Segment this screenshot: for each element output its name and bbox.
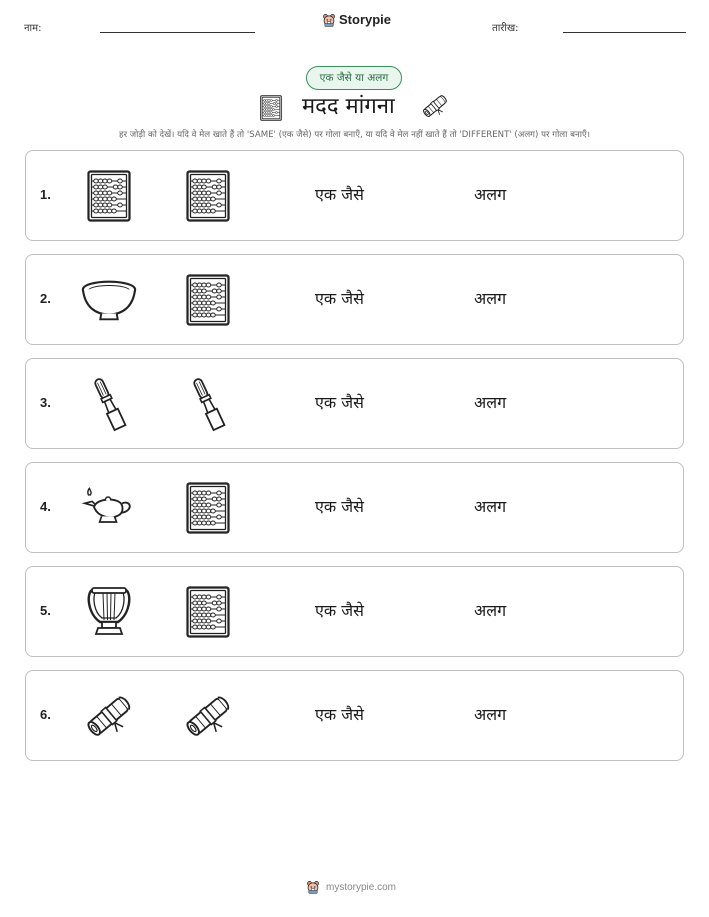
question-number: 5. <box>40 603 51 618</box>
worksheet-type-badge: एक जैसे या अलग <box>306 66 402 90</box>
question-number: 1. <box>40 187 51 202</box>
abacus-icon <box>186 586 230 638</box>
chisel-icon <box>188 374 228 434</box>
abacus-icon <box>260 94 282 122</box>
scroll-icon <box>420 90 450 122</box>
different-option[interactable]: अलग <box>474 289 507 308</box>
question-row <box>25 566 684 657</box>
brand-name: Storypie <box>339 12 392 27</box>
chisel-icon <box>89 374 129 434</box>
bowl-icon <box>80 277 138 323</box>
same-option[interactable]: एक जैसे <box>315 289 364 308</box>
abacus-icon <box>186 274 230 326</box>
question-number: 4. <box>40 499 51 514</box>
title-row <box>0 88 709 124</box>
different-option[interactable]: अलग <box>474 393 507 412</box>
abacus-icon <box>186 170 230 222</box>
bear-mascot-icon <box>322 13 336 27</box>
name-field-line[interactable] <box>100 32 255 33</box>
footer-website[interactable]: mystorypie.com <box>326 881 397 893</box>
question-row <box>25 462 684 553</box>
footer <box>306 880 396 894</box>
question-number: 6. <box>40 707 51 722</box>
name-label: नाम: <box>24 23 42 34</box>
question-row <box>25 358 684 449</box>
worksheet-header <box>0 0 709 50</box>
instructions-text: हर जोड़ी को देखें। यदि वे मेल खाते हैं तो 'SAME' (एक जैसे) पर गोला बनाएँ, या यदि वे मेल नहीं खाते हैं तो 'DIFFERENT' (अलग) पर गोला बनाएँ। <box>119 130 590 140</box>
date-label: तारीख: <box>492 23 519 34</box>
same-option[interactable]: एक जैसे <box>315 185 364 204</box>
bear-mascot-icon <box>306 880 320 894</box>
lyre-icon <box>84 584 134 640</box>
abacus-icon <box>186 482 230 534</box>
same-option[interactable]: एक जैसे <box>315 497 364 516</box>
different-option[interactable]: अलग <box>474 601 507 620</box>
oil-lamp-icon <box>81 486 137 530</box>
question-row <box>25 254 684 345</box>
abacus-icon <box>87 170 131 222</box>
date-field-line[interactable] <box>563 32 686 33</box>
question-number: 3. <box>40 395 51 410</box>
same-option[interactable]: एक जैसे <box>315 705 364 724</box>
different-option[interactable]: अलग <box>474 497 507 516</box>
same-option[interactable]: एक जैसे <box>315 601 364 620</box>
different-option[interactable]: अलग <box>474 185 507 204</box>
scroll-icon <box>181 689 235 743</box>
scroll-icon <box>82 689 136 743</box>
same-option[interactable]: एक जैसे <box>315 393 364 412</box>
question-row <box>25 670 684 761</box>
page-title: मदद मांगना <box>302 94 395 119</box>
storypie-logo <box>322 12 391 27</box>
question-number: 2. <box>40 291 51 306</box>
question-row <box>25 150 684 241</box>
different-option[interactable]: अलग <box>474 705 507 724</box>
